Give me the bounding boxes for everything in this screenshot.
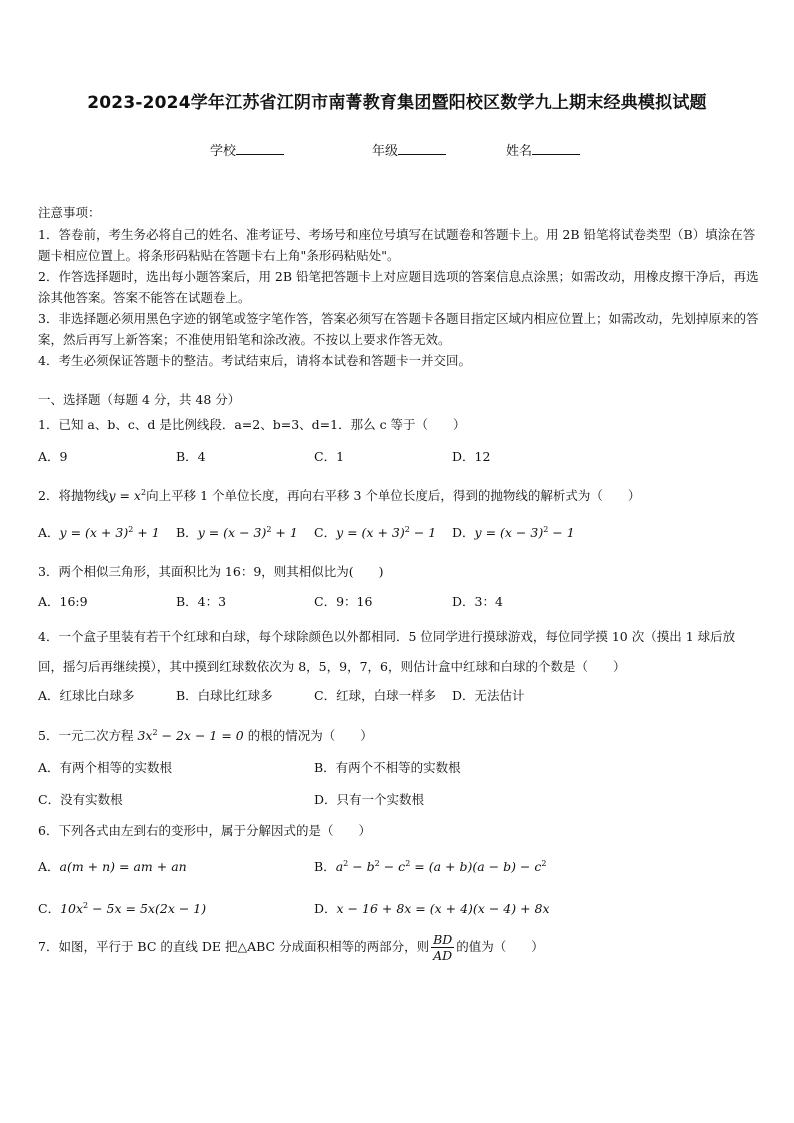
q3-option-c: C．9：16 xyxy=(314,594,373,609)
q4-option-b: B．白球比红球多 xyxy=(176,688,273,703)
q4-option-c: C．红球，白球一样多 xyxy=(314,688,437,703)
q1-option-b: B．4 xyxy=(176,449,206,464)
question-5-stem xyxy=(38,722,760,746)
option-sup: 2 xyxy=(543,524,549,534)
option-label: B． xyxy=(176,525,198,540)
q2-stem-sup: 2 xyxy=(141,488,147,497)
option-expr: − c xyxy=(379,859,406,874)
notes-block xyxy=(38,202,760,371)
q6-option-a xyxy=(38,857,187,875)
option-sup: 2 xyxy=(343,858,349,868)
option-expr: x − 16 + 8x = (x + 4)(x − 4) + 8x xyxy=(336,901,550,916)
option-label: B． xyxy=(314,859,336,874)
q7-stem-post: 的值为（ ） xyxy=(456,939,544,954)
q7-fraction xyxy=(431,932,454,963)
grade-label: 年级 xyxy=(372,144,399,159)
q2-stem-math: y = x xyxy=(108,488,141,504)
question-6-stem: 6．下列各式由左到右的变形中，属于分解因式的是（ ） xyxy=(38,823,371,838)
q5-stem-math2: − 2x − 1 = 0 xyxy=(157,728,244,744)
q2-option-b xyxy=(176,523,298,541)
option-label: D． xyxy=(314,901,337,916)
option-tail: + 1 xyxy=(133,525,160,540)
option-sup: 2 xyxy=(83,900,89,910)
q2-option-c xyxy=(314,523,436,541)
q6-option-d xyxy=(314,899,550,917)
section-heading: 一、选择题（每题 4 分，共 48 分） xyxy=(38,392,241,407)
q1-option-d: D．12 xyxy=(452,449,491,464)
option-expr: y = (x + 3) xyxy=(59,525,129,540)
option-sup: 2 xyxy=(404,524,410,534)
notes-heading: 注意事项： xyxy=(38,205,101,220)
option-expr: a(m + n) = am + an xyxy=(59,859,187,874)
question-3-stem: 3．两个相似三角形，其面积比为 16：9，则其相似比为( ) xyxy=(38,564,384,579)
q2-option-a xyxy=(38,523,160,541)
q4-option-a: A．红球比白球多 xyxy=(38,688,135,703)
q5-option-a: A．有两个相等的实数根 xyxy=(38,760,173,775)
q3-option-a: A．16:9 xyxy=(38,594,88,609)
q5-stem-pre: 5．一元二次方程 xyxy=(38,728,138,744)
option-expr: − b xyxy=(348,859,375,874)
grade-blank xyxy=(398,142,446,155)
option-label: C． xyxy=(314,525,337,540)
school-blank xyxy=(236,142,284,155)
option-label: C． xyxy=(38,901,61,916)
option-expr: − 5x = 5x(2x − 1) xyxy=(88,901,207,916)
q3-option-d: D．3：4 xyxy=(452,594,503,609)
school-label: 学校 xyxy=(210,144,237,159)
option-expr: = (a + b)(a − b) − c xyxy=(410,859,542,874)
q7-stem-pre: 7．如图，平行于 BC 的直线 DE 把△ABC 分成面积相等的两部分，则 xyxy=(38,939,430,954)
q2-option-d xyxy=(452,523,575,541)
q5-stem-math: 3x xyxy=(137,728,153,744)
q1-option-a: A．9 xyxy=(38,449,68,464)
option-label: A． xyxy=(38,525,60,540)
q3-option-b: B．4：3 xyxy=(176,594,227,609)
option-expr: a xyxy=(335,859,344,874)
q1-option-c: C．1 xyxy=(314,449,345,464)
q5-option-d: D．只有一个实数根 xyxy=(314,792,425,807)
note-item: 4．考生必须保证答题卡的整洁。考试结束后，请将本试卷和答题卡一并交回。 xyxy=(38,353,471,368)
question-1-stem: 1．已知 a、b、c、d 是比例线段．a=2、b=3、d=1．那么 c 等于（ ） xyxy=(38,417,466,432)
question-2-stem xyxy=(38,482,760,506)
option-expr: y = (x + 3) xyxy=(336,525,405,540)
option-sup: 2 xyxy=(541,858,547,868)
name-field xyxy=(506,140,580,159)
fraction-numerator: BD xyxy=(433,932,453,947)
note-item: 3．非选择题必须用黑色字迹的钢笔或签字笔作答，答案必须写在答题卡各题目指定区域内相应位置上；如需改动，先划掉原来的答案，然后再写上新答案；不准使用铅笔和涂改液。不按以上要求作答无效。 xyxy=(38,311,759,347)
q2-stem-pre: 2．将抛物线 xyxy=(38,488,109,504)
option-expr: 10x xyxy=(60,901,84,916)
option-tail: + 1 xyxy=(271,525,298,540)
q5-stem-sup: 2 xyxy=(152,728,158,737)
note-item: 1．答卷前，考生务必将自己的姓名、准考证号、考场号和座位号填写在试题卷和答题卡上。用 2B 铅笔将试卷类型（B）填涂在答题卡相应位置上。将条形码粘贴在答题卡右上角"条形码粘贴处"。 xyxy=(38,227,756,263)
question-7-stem xyxy=(38,932,760,963)
q4-option-d: D．无法估计 xyxy=(452,688,525,703)
option-sup: 2 xyxy=(266,524,272,534)
option-sup: 2 xyxy=(128,524,134,534)
page-title: 2023-2024学年江苏省江阴市南菁教育集团暨阳校区数学九上期末经典模拟试题 xyxy=(87,93,707,113)
option-expr: y = (x − 3) xyxy=(197,525,267,540)
q5-stem-post: 的根的情况为（ ） xyxy=(243,728,373,744)
option-label: D． xyxy=(452,525,475,540)
school-field xyxy=(210,140,284,159)
q2-stem-post: 向上平移 1 个单位长度，再向右平移 3 个单位长度后，得到的抛物线的解析式为（ ） xyxy=(146,488,641,504)
q5-option-b: B．有两个不相等的实数根 xyxy=(314,760,461,775)
note-item: 2．作答选择题时，选出每小题答案后，用 2B 铅笔把答题卡上对应题目选项的答案信息点涂黑；如需改动，用橡皮擦干净后，再选涂其他答案。答案不能答在试题卷上。 xyxy=(38,269,759,305)
option-expr: y = (x − 3) xyxy=(474,525,544,540)
option-sup: 2 xyxy=(405,858,411,868)
q6-option-b xyxy=(314,857,546,875)
fraction-denominator: AD xyxy=(433,948,453,963)
grade-field xyxy=(372,140,446,159)
question-4-stem: 4．一个盒子里装有若干个红球和白球，每个球除颜色以外都相同．5 位同学进行摸球游戏，每位同学摸 10 次（摸出 1 球后放回，摇匀后再继续摸），其中摸到红球数依次为 8，5，9，7，6，则估计盒中红球和白球的个数是（ ） xyxy=(38,629,736,674)
option-tail: − 1 xyxy=(548,525,575,540)
name-label: 姓名 xyxy=(506,144,533,159)
q6-option-c xyxy=(38,899,206,917)
option-sup: 2 xyxy=(374,858,380,868)
q5-option-c: C．没有实数根 xyxy=(38,792,123,807)
option-label: A． xyxy=(38,859,60,874)
option-tail: − 1 xyxy=(409,525,437,540)
name-blank xyxy=(532,142,580,155)
